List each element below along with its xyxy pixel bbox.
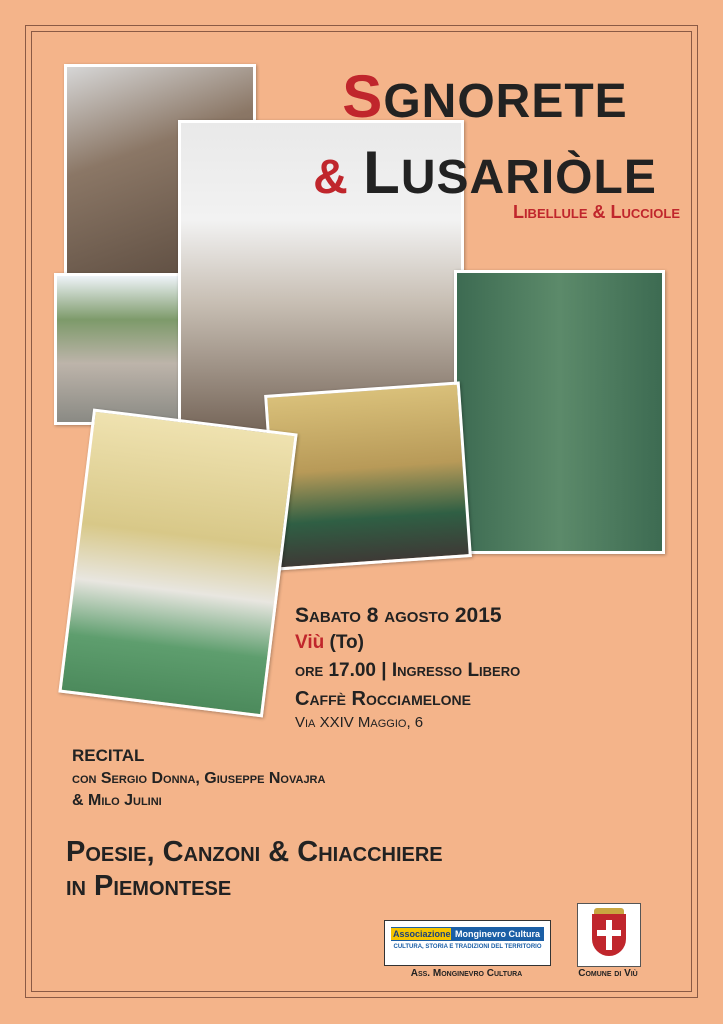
recital-performers-1: con Sergio Donna, Giuseppe Novajra xyxy=(72,770,326,787)
recital-label: RECITAL xyxy=(72,746,145,765)
association-logo: Associazione Monginevro Cultura CULTURA, STORIA E TRADIZIONI DEL TERRITORIO xyxy=(384,920,551,966)
headline-line-1: Poesie, Canzoni & Chiacchiere xyxy=(66,836,443,868)
title-line-1: SGNORETE xyxy=(342,63,628,130)
association-caption: Ass. Monginevro Cultura xyxy=(410,968,523,979)
photo-audience-table xyxy=(264,381,472,570)
photo-guitar-player xyxy=(454,270,665,554)
event-address: Via XXIV Maggio, 6 xyxy=(295,714,424,731)
event-time-entry: ore 17.00 | Ingresso Libero xyxy=(295,660,521,681)
event-date: Sabato 8 agosto 2015 xyxy=(295,604,502,627)
recital-performers-2: & Milo Julini xyxy=(72,792,162,809)
photo-speakers-table xyxy=(58,409,297,718)
title-line-2: & LUSARIÒLE xyxy=(313,139,657,206)
headline-line-2: in Piemontese xyxy=(66,870,232,902)
comune-crest-logo xyxy=(577,903,641,967)
comune-caption: Comune di Viù xyxy=(578,968,638,979)
subtitle: Libellule & Lucciole xyxy=(512,202,680,222)
event-venue: Caffè Rocciamelone xyxy=(295,688,471,710)
shield-icon xyxy=(592,914,626,956)
event-place: Viù (To) xyxy=(295,632,364,653)
